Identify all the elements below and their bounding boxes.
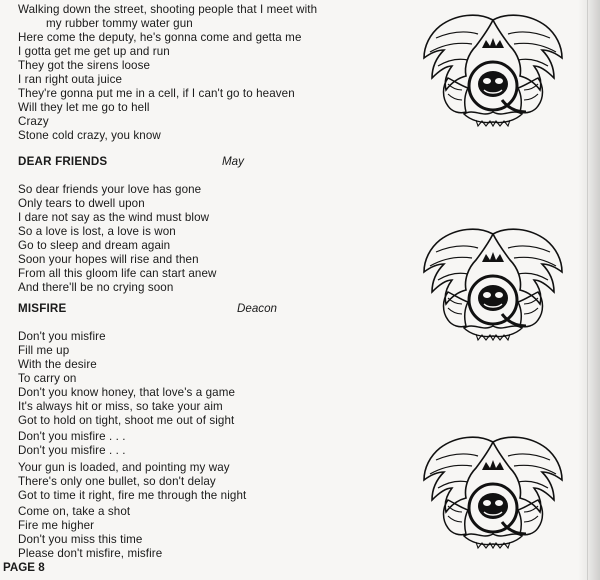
lyric-line: From all this gloom life can start anew	[18, 267, 217, 280]
lyric-line: Don't you know honey, that love's a game	[18, 386, 236, 399]
lyric-line: Stone cold crazy, you know	[18, 129, 161, 142]
lyric-line: There's only one bullet, so don't delay	[18, 475, 216, 488]
lyric-line: Got to time it right, fire me through the night	[18, 489, 247, 502]
lyric-line: Walking down the street, shooting people that I meet with	[18, 3, 318, 16]
lyric-line: Please don't misfire, misfire	[18, 547, 163, 560]
lyric-line: Only tears to dwell upon	[18, 197, 145, 210]
lyric-line: Go to sleep and dream again	[18, 239, 171, 252]
lyric-line: So a love is lost, a love is won	[18, 225, 176, 238]
song-composer: May	[222, 155, 244, 168]
lyric-line: I ran right outa juice	[18, 73, 123, 86]
lyric-line: I dare not say as the wind must blow	[18, 211, 210, 224]
queen-crest-icon	[418, 430, 568, 550]
song-composer: Deacon	[237, 302, 277, 315]
lyric-line: Come on, take a shot	[18, 505, 131, 518]
lyric-line: Soon your hopes will rise and then	[18, 253, 199, 266]
lyric-line: It's always hit or miss, so take your aim	[18, 400, 223, 413]
lyric-line: Here come the deputy, he's gonna come and getta me	[18, 31, 302, 44]
lyric-line: Fill me up	[18, 344, 70, 357]
lyric-line: And there'll be no crying soon	[18, 281, 174, 294]
lyric-line: So dear friends your love has gone	[18, 183, 202, 196]
page-edge-line	[587, 0, 588, 580]
song-title: MISFIRE	[18, 302, 67, 315]
lyric-line: Don't you misfire . . .	[18, 444, 126, 457]
queen-crest-icon	[418, 8, 568, 128]
lyric-line: I gotta get me get up and run	[18, 45, 170, 58]
lyric-line: my rubber tommy water gun	[46, 17, 193, 30]
lyric-line: They got the sirens loose	[18, 59, 151, 72]
lyric-line: Will they let me go to hell	[18, 101, 150, 114]
lyric-line: Crazy	[18, 115, 49, 128]
page-number: PAGE 8	[3, 561, 45, 574]
lyric-line: Fire me higher	[18, 519, 95, 532]
queen-crest-icon	[418, 222, 568, 342]
page-edge-shadow	[578, 0, 600, 580]
lyric-line: They're gonna put me in a cell, if I can't go to heaven	[18, 87, 295, 100]
lyric-line: Got to hold on tight, shoot me out of sight	[18, 414, 235, 427]
lyric-line: To carry on	[18, 372, 77, 385]
lyric-line: Don't you miss this time	[18, 533, 143, 546]
lyric-line: Don't you misfire . . .	[18, 430, 126, 443]
song-title: DEAR FRIENDS	[18, 155, 108, 168]
lyric-line: Your gun is loaded, and pointing my way	[18, 461, 230, 474]
lyric-line: Don't you misfire	[18, 330, 106, 343]
lyric-line: With the desire	[18, 358, 97, 371]
